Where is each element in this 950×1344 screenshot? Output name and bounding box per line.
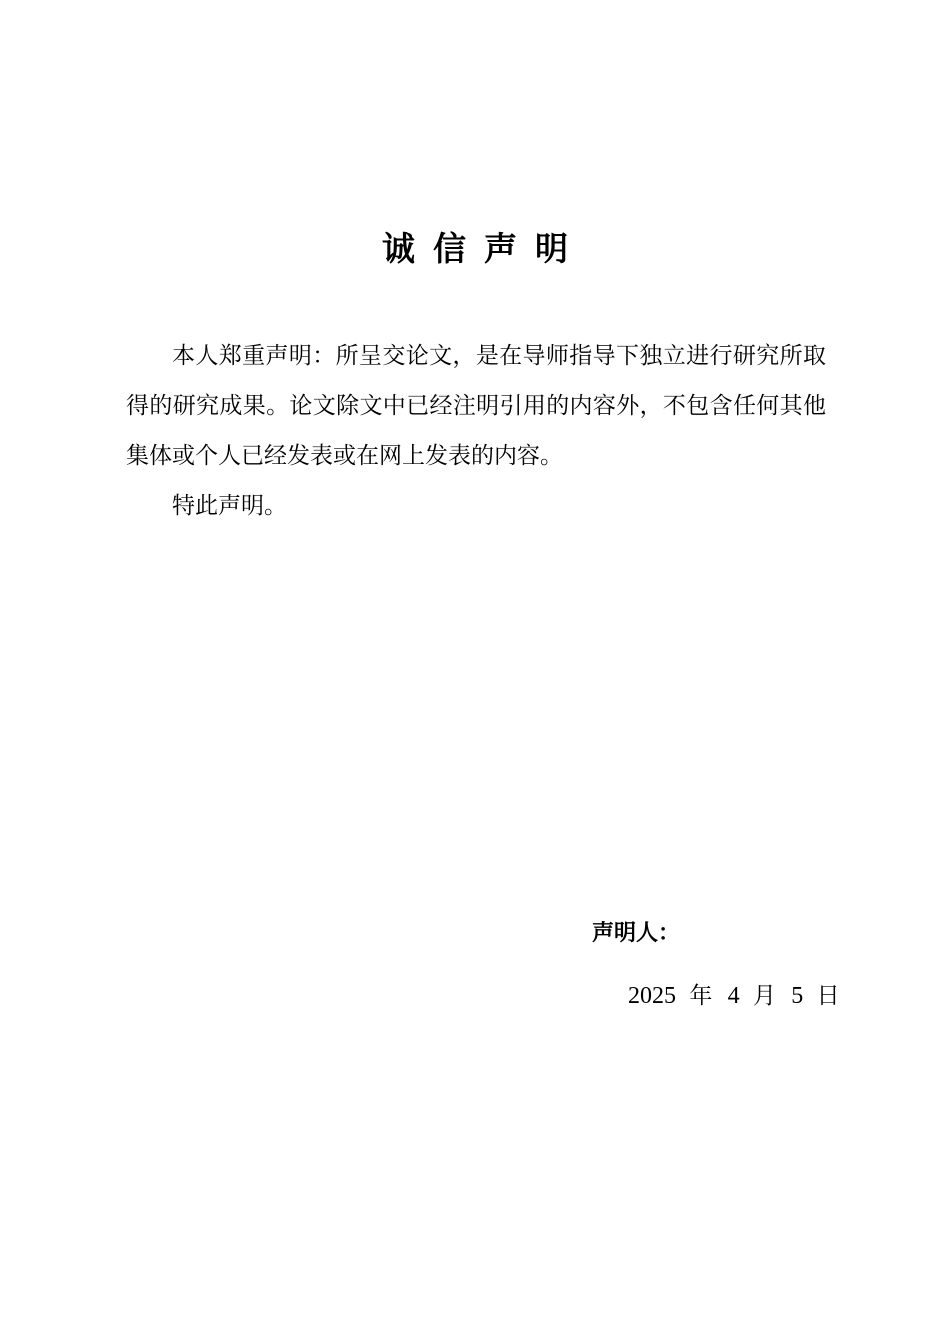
closing-paragraph: 特此声明。 [172,493,287,519]
date-year-unit: 年 [689,983,713,1009]
signature-date [628,974,840,1018]
page-title: 诚信声明 [382,229,586,268]
statement-body [126,331,826,531]
declarant-label: 声明人： [592,921,681,946]
date-month: 4 [727,983,740,1009]
date-day-unit: 日 [816,983,840,1009]
date-month-unit: 月 [752,983,776,1009]
date-day: 5 [791,983,804,1009]
date-year: 2025 [628,983,676,1009]
statement-paragraph: 本人郑重声明：所呈交论文，是在导师指导下独立进行研究所取得的研究成果。论文除文中已经注明引用的内容外，不包含任何其他集体或个人已经发表或在网上发表的内容。 [126,343,826,469]
